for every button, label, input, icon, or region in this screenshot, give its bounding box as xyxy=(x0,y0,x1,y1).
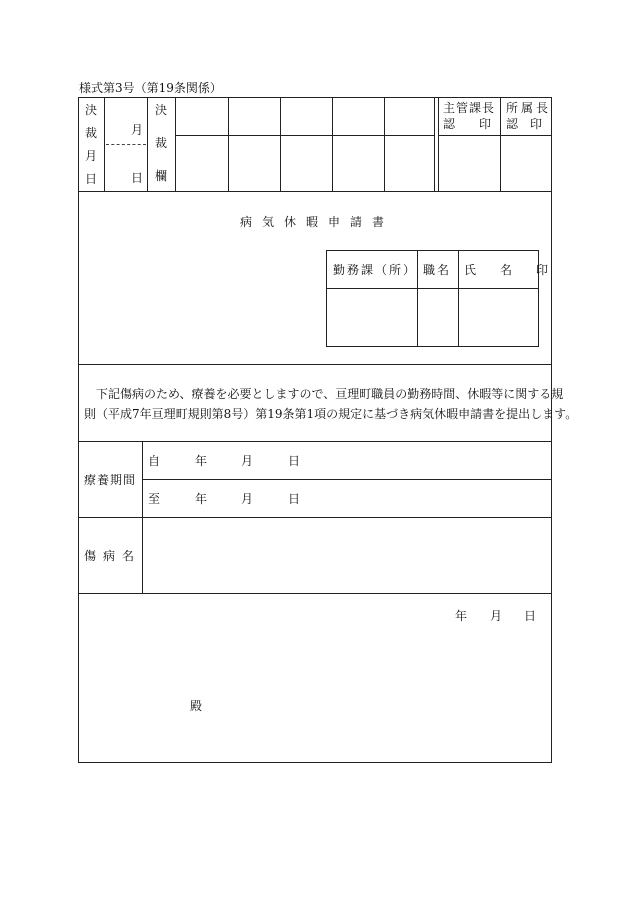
dept-header: 勤務課（所） xyxy=(333,263,418,277)
period-from-day[interactable]: 日 xyxy=(288,454,301,468)
form-number: 様式第3号（第19条関係） xyxy=(79,81,222,95)
period-from-month[interactable]: 月 xyxy=(241,454,254,468)
period-to-prefix: 至 xyxy=(148,492,161,506)
form-border xyxy=(78,97,552,763)
period-label: 療養期間 xyxy=(84,473,137,487)
disease-label: 傷病名 xyxy=(84,549,142,563)
position-header: 職名 xyxy=(423,263,452,277)
submission-month[interactable]: 月 xyxy=(490,609,503,623)
approval-bottom-line xyxy=(78,191,552,192)
period-to-month[interactable]: 月 xyxy=(241,492,254,506)
period-to-year[interactable]: 年 xyxy=(195,492,208,506)
document-title: 病気休暇申請書 xyxy=(240,215,395,229)
approval-month-label: 月 xyxy=(131,123,144,137)
submission-year[interactable]: 年 xyxy=(455,609,468,623)
period-from-prefix: 自 xyxy=(148,454,161,468)
approval-column-label: 決 裁 欄 xyxy=(154,103,167,183)
section-chief-label: 所属長 xyxy=(506,101,552,115)
body-text-line-1: 下記傷病のため、療養を必要としますので、亘理町職員の勤務時間、休暇等に関する規 xyxy=(96,387,564,401)
approval-date-label: 決 裁 月 日 xyxy=(84,103,97,186)
chief-seal-label: 認 印 xyxy=(443,117,492,131)
addressee-suffix: 殿 xyxy=(190,699,203,713)
period-to-day[interactable]: 日 xyxy=(288,492,301,506)
name-header: 氏 名 印 xyxy=(464,263,549,277)
section-chief-seal-label: 認 印 xyxy=(506,117,543,131)
body-text-line-2: 則（平成7年亘理町規則第8号）第19条第1項の規定に基づき病気休暇申請書を提出します。 xyxy=(84,407,578,421)
submission-day[interactable]: 日 xyxy=(524,609,537,623)
period-from-year[interactable]: 年 xyxy=(195,454,208,468)
approval-day-label: 日 xyxy=(131,171,144,185)
chief-label: 主管課長 xyxy=(443,101,496,115)
